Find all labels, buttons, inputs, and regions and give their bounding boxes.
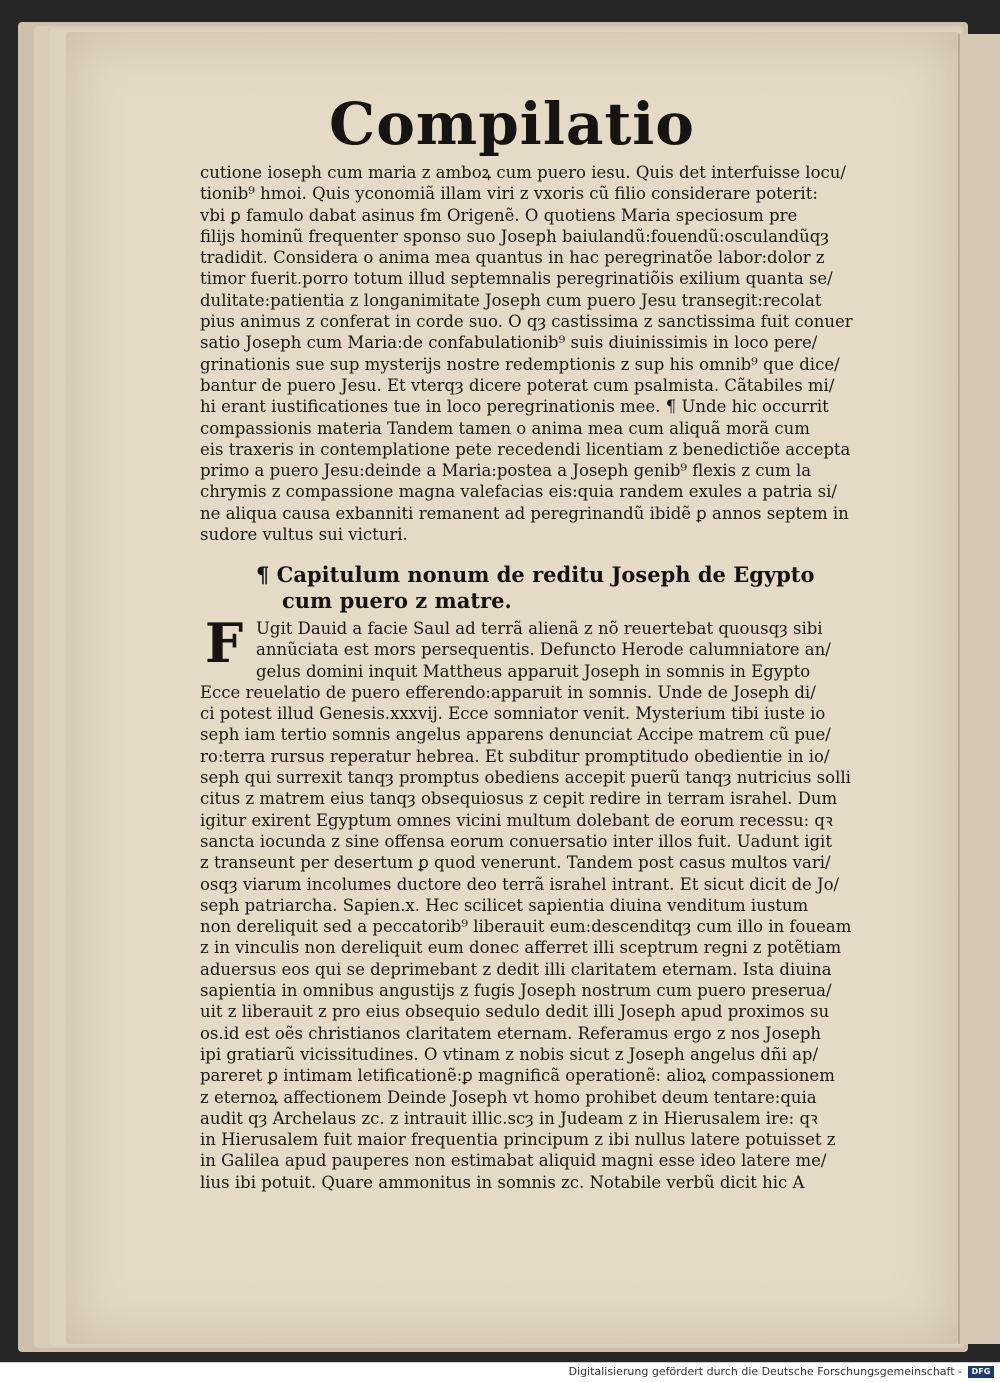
dfg-logo: DFG — [968, 1366, 994, 1378]
text-line: pareret ꝑ intimam letificationẽ:ꝑ magnificã operationẽ: alioꝝ compassionem — [200, 1066, 835, 1086]
text-line: z eternoꝝ affectionem Deinde Joseph vt homo prohibet deum tentare:quia — [200, 1087, 817, 1107]
text-line: primo a puero Jesu:deinde a Maria:postea a Joseph genib⁹ flexis z cum la — [200, 461, 812, 481]
text-line: vbi ꝑ famulo dabat asinus ẜm Origenẽ. O quotiens Maria speciosum pre — [200, 205, 798, 225]
text-line: tradidit. Considera o anima mea quantus in hac peregrinatõe labor:dolor z — [200, 248, 825, 268]
text-line: sudore vultus sui victuri. — [200, 525, 408, 545]
initial-letter: F — [204, 611, 244, 675]
text-line: ci potest illud Genesis.xxxvij. Ecce somniator venit. Mysterium tibi iuste io — [200, 704, 826, 724]
text-line: in Galilea apud pauperes non estimabat aliquid magni esse ideo latere me/ — [200, 1151, 827, 1171]
text-line: gelus domini inquit Mattheus apparuit Joseph in somnis in Egypto — [256, 661, 811, 681]
text-line: tionib⁹ hmoi. Quis yconomiã illam viri z vxoris cũ filio considerare poterit: — [200, 184, 818, 204]
text-line: z transeunt per desertum ꝑ quod venerunt. Tandem post casus multos vari/ — [200, 853, 831, 873]
text-line: sancta iocunda z sine offensa eorum conuersatio inter illos fuit. Uadunt igit — [200, 831, 832, 851]
paragraph-1 — [200, 162, 872, 545]
funding-credit: Digitalisierung gefördert durch die Deutsche Forschungsgemeinschaft - — [568, 1365, 962, 1378]
text-line: ro:terra rursus reperatur hebrea. Et subditur promptitudo obedientie in io/ — [200, 746, 830, 766]
text-line: non dereliquit sed a peccatorib⁹ liberauit eum:descenditqȝ cum illo in foueam — [200, 917, 852, 937]
text-line: grinationis sue sup mysterijs nostre redemptionis z sup his omnib⁹ que dice/ — [200, 354, 840, 374]
heading-line: cum puero z matre. — [282, 588, 512, 613]
text-line: pius animus z conferat in corde suo. O qȝ castissima z sanctissima fuit conuer — [200, 312, 853, 332]
text-line: seph iam tertio somnis angelus apparens denunciat Accipe matrem cũ pue/ — [200, 725, 831, 745]
text-line: aduersus eos qui se deprimebant z dedit illi claritatem eternam. Ista diuina — [200, 959, 832, 979]
text-line: dulitate:patientia z longanimitate Joseph cum puero Jesu transegit:recolat — [200, 290, 822, 310]
footer-bar — [0, 1362, 1000, 1382]
text-line: uit z liberauit z pro eius obsequio sedulo dedit illi Joseph apud proximos su — [200, 1002, 830, 1022]
text-line: seph patriarcha. Sapien.x. Hec scilicet sapientia diuina venditum iustum — [200, 895, 809, 915]
chapter-heading — [256, 562, 856, 614]
text-line: compassionis materia Tandem tamen o anima mea cum aliquã morã cum — [200, 418, 810, 438]
text-line: timor fuerit.porro totum illud septemnalis peregrinatiõis exilium quanta se/ — [200, 269, 833, 289]
text-line: chrymis z compassione magna valefacias eis:quia randem exules a patria si/ — [200, 482, 837, 502]
text-line: filijs hominũ frequenter sponso suo Joseph baiulandũ:fouendũ:osculandũqȝ — [200, 226, 829, 246]
text-line: citus z matrem eius tanqȝ obsequiosus z cepit redire in terram israhel. Dum — [200, 789, 838, 809]
text-line: hi erant iustificationes tue in loco peregrinationis mee. ¶ Unde hic occurrit — [200, 397, 829, 417]
text-line: igitur exirent Egyptum omnes vicini multum dolebant de eorum recessu: qꝛ — [200, 810, 833, 830]
text-line: in Hierusalem fuit maior frequentia principum z ibi nullus latere potuisset z — [200, 1130, 836, 1150]
text-line: seph qui surrexit tanqȝ promptus obediens accepit puerũ tanqȝ nutricius solli — [200, 768, 851, 788]
text-line: Ugit Dauid a facie Saul ad terrã alienã z nõ reuertebat quousqȝ sibi — [256, 619, 823, 638]
text-line: z in vinculis non dereliquit eum donec afferret illi sceptrum regni z potẽtiam — [200, 938, 842, 958]
text-line: osqȝ viarum incolumes ductore deo terrã israhel intrant. Et sicut dicit de Jo/ — [200, 874, 840, 894]
text-line: ipi gratiarũ vicissitudines. O vtinam z nobis sicut z Joseph angelus dñi ap/ — [200, 1044, 819, 1064]
text-line: sapientia in omnibus angustijs z fugis Joseph nostrum cum puero preserua/ — [200, 981, 832, 1001]
text-line: os.id est oẽs christianos claritatem eternam. Referamus ergo z nos Joseph — [200, 1023, 822, 1043]
text-line: bantur de puero Jesu. Et vterqȝ dicere poterat cum psalmista. Cãtabiles mi/ — [200, 375, 835, 395]
paragraph-2 — [200, 611, 872, 1193]
text-line: lius ibi potuit. Quare ammonitus in somnis zc. Notabile verbũ dicit hic A — [200, 1172, 805, 1192]
text-line: cutione ioseph cum maria z amboꝝ cum puero iesu. Quis det interfuisse locu/ — [200, 163, 846, 182]
text-line: eis traxeris in contemplatione pete recedendi licentiam z benedictiõe accepta — [200, 439, 851, 459]
text-line: satio Joseph cum Maria:de confabulationib⁹ suis diuinissimis in loco pere/ — [200, 333, 818, 353]
heading-line: ¶ Capitulum nonum de reditu Joseph de Egypto — [256, 562, 815, 587]
running-head: Compilatio — [329, 90, 695, 158]
text-line: Ecce reuelatio de puero efferendo:apparuit in somnis. Unde de Joseph di/ — [200, 682, 816, 702]
text-line: ne aliqua causa exbanniti remanent ad peregrinandũ ibidẽ ꝑ annos septem in — [200, 503, 849, 523]
text-line: audit qȝ Archelaus zc. z intrauit illic.scȝ in Judeam z in Hierusalem ire: qꝛ — [200, 1108, 818, 1128]
text-line: annũciata est mors persequentis. Defuncto Herode calumniatore an/ — [256, 640, 831, 660]
facing-page-edge — [958, 34, 1000, 1344]
book-page — [66, 32, 958, 1344]
